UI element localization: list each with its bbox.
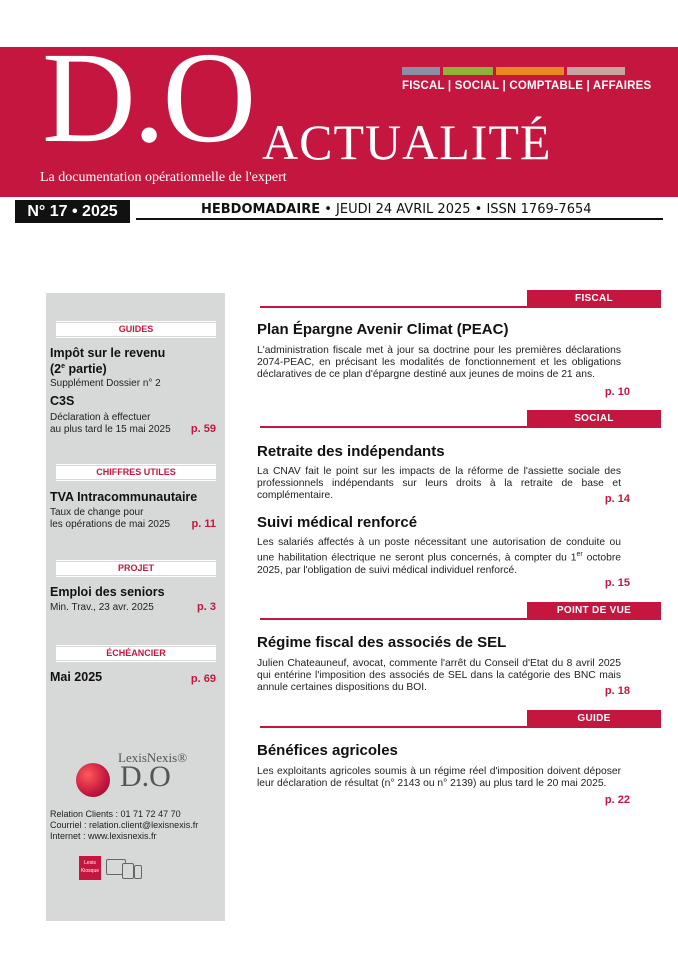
issue-number: N° 17 • 2025 <box>15 200 130 223</box>
page-ref: p. 11 <box>191 518 216 530</box>
sidebar-item-text: les opérations de mai 2025 <box>50 519 171 530</box>
page-ref-retraite[interactable]: p. 14 <box>604 493 630 505</box>
page-ref: p. 59 <box>190 423 216 435</box>
page-ref: p. 3 <box>197 601 216 613</box>
masthead <box>0 47 678 197</box>
body-text: octobre 2025, par l'obligation de suivi médical individuel renforcé. <box>257 552 621 576</box>
sidebar-item-title: Mai 2025 <box>50 670 103 684</box>
logo-actualite: ACTUALITÉ <box>262 114 552 170</box>
contact-website[interactable]: Internet : www.lexisnexis.fr <box>50 831 157 841</box>
section-point-de-vue <box>260 602 661 620</box>
rubric-bar-social <box>443 67 493 75</box>
heading-label: GUIDES <box>56 323 216 336</box>
heading-rule <box>56 560 216 561</box>
sidebar-item-text: Taux de change pour <box>50 507 144 518</box>
sidebar-item-seniors[interactable] <box>50 585 222 614</box>
article-body-agricoles: Les exploitants agricoles soumis à un régime réel d'imposition doivent déposer leur déclaration de résultat (n° 2143 ou n° 2139) au plus tard le 20 mai 2025. <box>257 766 621 790</box>
globe-icon <box>76 763 110 797</box>
do-wordmark: D.O <box>120 760 171 793</box>
article-title-retraite[interactable]: Retraite des indépendants <box>257 443 445 460</box>
heading-rule <box>56 337 216 338</box>
section-tag: GUIDE <box>527 710 661 728</box>
sidebar-item-title: TVA Intracommunautaire <box>50 490 198 504</box>
section-tag: SOCIAL <box>527 410 661 428</box>
page-ref-suivi[interactable]: p. 15 <box>604 577 630 589</box>
issue-frequency: HEBDOMADAIRE <box>201 202 321 217</box>
heading-rule <box>56 464 216 465</box>
article-title-sel[interactable]: Régime fiscal des associés de SEL <box>257 634 507 651</box>
article-body-retraite: La CNAV fait le point sur les impacts de la réforme de l'assiette sociale des professionnels indépendants sur leurs droits à la retraite de base et complémentaire. <box>257 466 621 502</box>
heading-rule <box>56 576 216 577</box>
section-fiscal <box>260 290 661 308</box>
rubric-bar-comptable <box>496 67 564 75</box>
sidebar-item-mai[interactable] <box>50 670 222 684</box>
section-tag: POINT DE VUE <box>527 602 661 620</box>
sidebar-item-impot[interactable] <box>50 346 222 390</box>
article-body-suivi <box>257 537 621 577</box>
title-part: partie) <box>65 362 107 377</box>
sidebar-item-text: Supplément Dossier n° 2 <box>50 378 161 390</box>
title-line: Impôt sur le revenu <box>50 346 166 360</box>
article-title-peac[interactable]: Plan Épargne Avenir Climat (PEAC) <box>257 321 509 338</box>
devices-icon <box>106 859 142 879</box>
lexisnexis-logo <box>76 750 196 800</box>
page-ref-peac[interactable]: p. 10 <box>604 386 630 398</box>
sidebar-heading-echeancier <box>46 645 225 662</box>
contacts <box>50 809 198 842</box>
sidebar-item-title: C3S <box>50 394 75 408</box>
issue-bar <box>0 197 678 227</box>
lexisnexis-wordmark: LexisNexis® <box>118 750 188 765</box>
article-title-suivi[interactable]: Suivi médical renforcé <box>257 514 418 531</box>
contact-phone: Relation Clients : 01 71 72 47 70 <box>50 809 181 819</box>
sidebar-item-title: Emploi des seniors <box>50 585 165 599</box>
issue-info <box>201 202 592 217</box>
tablet-icon <box>122 863 134 879</box>
rubric-list: FISCAL | SOCIAL | COMPTABLE | AFFAIRES <box>402 80 652 92</box>
lexis-kiosque-icon: Lexis Kiosque <box>79 856 101 880</box>
rubric-color-bars <box>402 67 625 75</box>
page-ref-agricoles[interactable]: p. 22 <box>604 794 630 806</box>
page-ref: p. 69 <box>190 673 216 685</box>
heading-rule <box>56 645 216 646</box>
sidebar-item-text: Min. Trav., 23 avr. 2025 <box>50 602 154 613</box>
section-tag: FISCAL <box>527 290 661 308</box>
article-body-sel: Julien Chateauneuf, avocat, commente l'arrêt du Conseil d'Etat du 8 avril 2025 qui entérine l'imposition des associés de SEL dans la catégorie des BNC mais annule certaines dispositions du BOI. <box>257 658 621 694</box>
phone-icon <box>134 865 142 879</box>
sidebar-item-title <box>50 346 222 376</box>
issue-date-issn: • JEUDI 24 AVRIL 2025 • ISSN 1769-7654 <box>320 202 592 217</box>
title-superscript: e <box>61 363 66 370</box>
body-text: Les salariés affectés à un poste nécessitant une autorisation de conduite ou une habilitation électrique ne seront plus concernés, à compter du 1 <box>257 537 621 564</box>
article-body-peac: L'administration fiscale met à jour sa doctrine pour les premières déclarations 2074-PEAC, en précisant les modalités de fonctionnement et les obligations déclaratives de ce plan d'épargne destiné aux jeunes de moins de 21 ans. <box>257 345 621 381</box>
sidebar-heading-projet <box>46 560 225 577</box>
section-guide <box>260 710 661 728</box>
contact-email[interactable]: Courriel : relation.client@lexisnexis.fr <box>50 820 199 830</box>
page-ref-sel[interactable]: p. 18 <box>604 685 630 697</box>
body-superscript: er <box>576 551 583 559</box>
logo-do: D.O <box>42 47 254 170</box>
sidebar-item-c3s[interactable] <box>50 394 222 436</box>
article-title-agricoles[interactable]: Bénéfices agricoles <box>257 742 398 759</box>
heading-label: ÉCHÉANCIER <box>56 647 216 660</box>
heading-rule <box>56 321 216 322</box>
heading-rule <box>56 480 216 481</box>
tagline: La documentation opérationnelle de l'expert <box>40 170 287 185</box>
heading-rule <box>56 661 216 662</box>
sidebar-item-text: Déclaration à effectuer <box>50 412 151 423</box>
sidebar <box>46 293 225 921</box>
heading-label: PROJET <box>56 562 216 575</box>
sidebar-item-tva[interactable] <box>50 490 222 531</box>
section-social <box>260 410 661 428</box>
sidebar-item-text: au plus tard le 15 mai 2025 <box>50 424 171 435</box>
heading-label: CHIFFRES UTILES <box>56 466 216 479</box>
title-part: (2 <box>50 362 62 377</box>
issue-divider <box>136 218 663 220</box>
rubric-bar-affaires <box>567 67 625 75</box>
rubric-bar-fiscal <box>402 67 440 75</box>
sidebar-heading-chiffres <box>46 464 225 481</box>
sidebar-heading-guides <box>46 321 225 338</box>
